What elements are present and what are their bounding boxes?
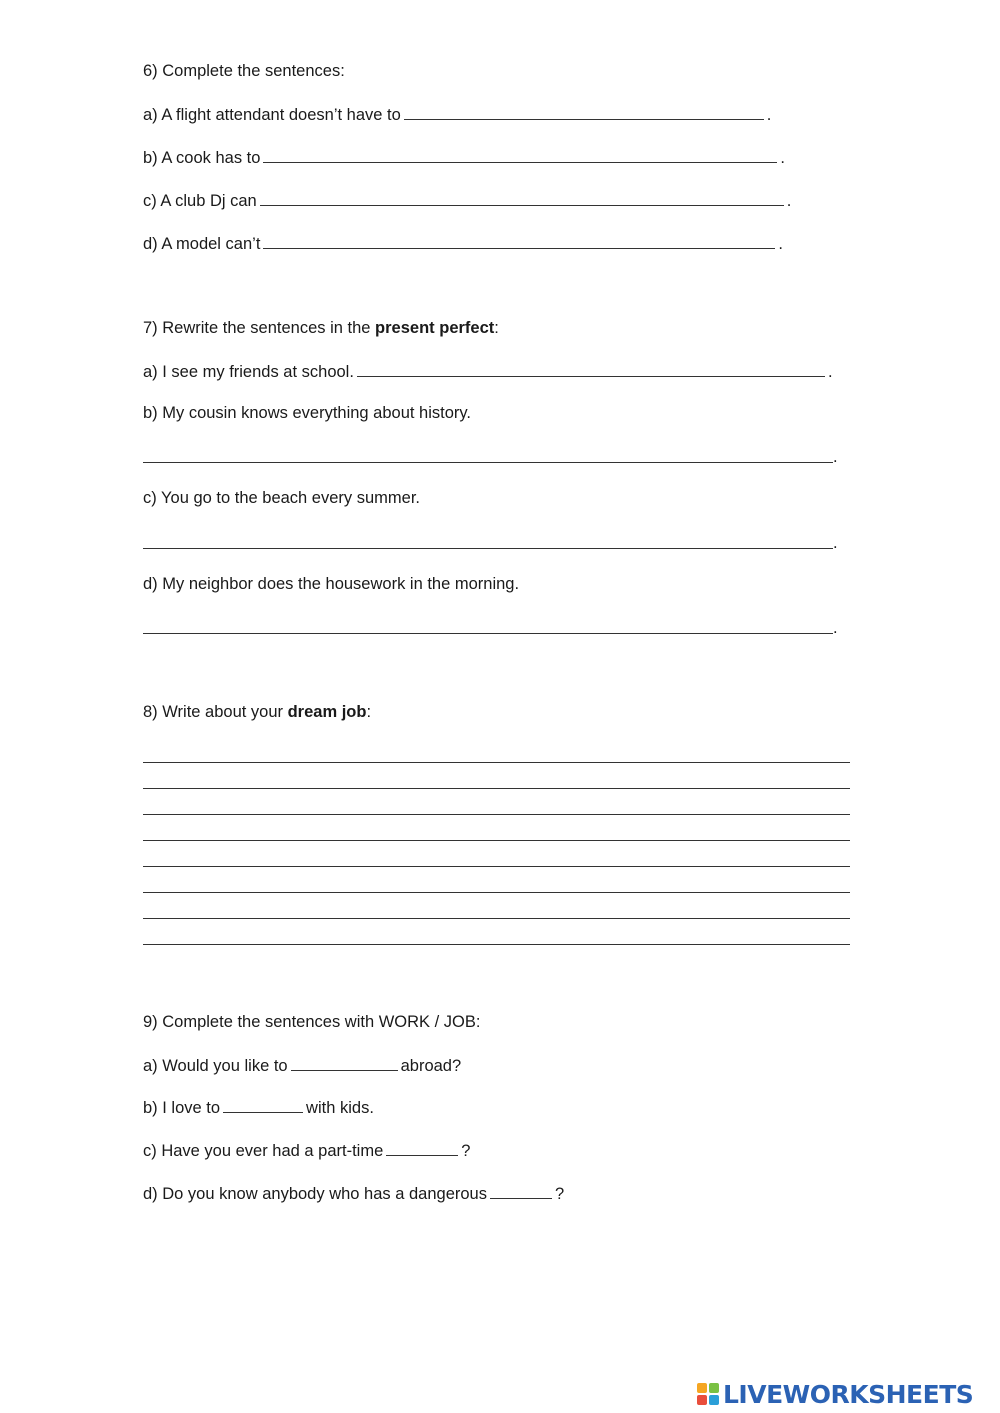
q7-item-d: d) My neighbor does the housework in the morning. xyxy=(143,575,520,593)
writing-line[interactable] xyxy=(143,918,850,919)
q6-item-d: d) A model can’t . xyxy=(143,235,783,253)
logo-text: LIVEWORKSHEETS xyxy=(723,1379,974,1409)
q6-item-b: b) A cook has to . xyxy=(143,149,786,167)
q8-title: 8) Write about your dream job: xyxy=(143,703,372,721)
q7-title: 7) Rewrite the sentences in the present perfect: xyxy=(143,319,499,337)
answer-blank[interactable] xyxy=(291,1055,398,1071)
logo-mark-icon xyxy=(697,1383,719,1405)
q7-item-b: b) My cousin knows everything about history. xyxy=(143,404,472,422)
writing-line[interactable] xyxy=(143,762,850,763)
q7-item-c: c) You go to the beach every summer. xyxy=(143,489,420,507)
answer-blank[interactable] xyxy=(263,233,775,249)
answer-line[interactable] xyxy=(143,633,833,634)
q6-item-a: a) A flight attendant doesn’t have to . xyxy=(143,106,772,124)
answer-blank[interactable] xyxy=(490,1183,552,1199)
writing-line[interactable] xyxy=(143,944,850,945)
q9-item-b: b) I love to with kids. xyxy=(143,1099,374,1117)
answer-blank[interactable] xyxy=(357,361,825,377)
answer-line[interactable] xyxy=(143,548,833,549)
answer-blank[interactable] xyxy=(260,190,784,206)
writing-line[interactable] xyxy=(143,814,850,815)
q6-item-c: c) A club Dj can . xyxy=(143,192,792,210)
answer-blank[interactable] xyxy=(263,147,777,163)
writing-line[interactable] xyxy=(143,892,850,893)
answer-blank[interactable] xyxy=(386,1140,458,1156)
writing-line[interactable] xyxy=(143,866,850,867)
q6-title: 6) Complete the sentences: xyxy=(143,62,345,80)
q9-title: 9) Complete the sentences with WORK / JOB: xyxy=(143,1013,481,1031)
q9-item-d: d) Do you know anybody who has a dangerous ? xyxy=(143,1185,565,1203)
q9-item-a: a) Would you like to abroad? xyxy=(143,1057,462,1075)
liveworksheets-logo xyxy=(697,1378,973,1410)
answer-blank[interactable] xyxy=(404,104,764,120)
worksheet-page: 6) Complete the sentences: a) A flight attendant doesn’t have to . b) A cook has to . c) A club Dj can . d) A model can’t . 7) Rewrite the sentences in the present perfect: a) I see my friends at school. . b) My cousin knows everything about history. . c) You go to the beach every summer. . d) My neighbor does the housework in the morning. . 8) Write about your dream job: 9) Complete the sentences with WORK / JOB: a) Would you like to abroad? b) I love to with kids. c) Have you ever had a part-time ? d) Do you know anybody who has a dangerous ? LIVEWORKSHEETS xyxy=(143,62,974,1409)
writing-line[interactable] xyxy=(143,840,850,841)
writing-line[interactable] xyxy=(143,788,850,789)
answer-line[interactable] xyxy=(143,462,833,463)
q7-item-a: a) I see my friends at school. . xyxy=(143,363,833,381)
answer-blank[interactable] xyxy=(223,1097,303,1113)
q9-item-c: c) Have you ever had a part-time ? xyxy=(143,1142,471,1160)
